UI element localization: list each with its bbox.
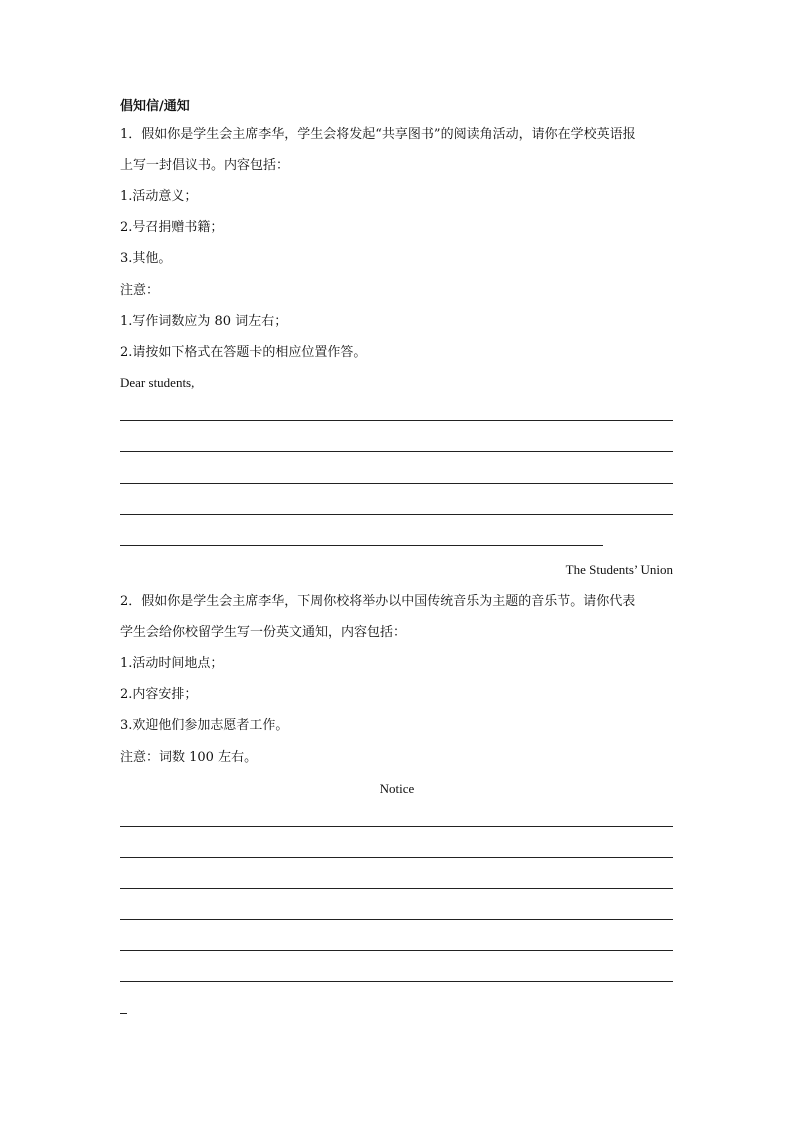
q1-writing-line bbox=[120, 451, 673, 452]
q1-note-1: 1.写作词数应为 80 词左右； bbox=[120, 314, 288, 329]
q2-writing-line bbox=[120, 981, 673, 982]
trailing-dash bbox=[120, 1013, 127, 1014]
q1-prompt-line-2: 上写一封倡议书。内容包括： bbox=[120, 158, 290, 173]
q1-salutation: Dear students, bbox=[120, 375, 195, 390]
q1-writing-line bbox=[120, 420, 673, 421]
q1-note-label: 注意： bbox=[120, 283, 160, 298]
q1-writing-line bbox=[120, 514, 673, 515]
q1-item-1: 1.活动意义； bbox=[120, 189, 198, 204]
q1-writing-line bbox=[120, 545, 603, 546]
q1-item-2: 2.号召捐赠书籍； bbox=[120, 220, 224, 235]
q2-item-3: 3.欢迎他们参加志愿者工作。 bbox=[120, 718, 289, 733]
q2-writing-line bbox=[120, 857, 673, 858]
q2-item-1: 1.活动时间地点； bbox=[120, 656, 224, 671]
q2-writing-line bbox=[120, 888, 673, 889]
q1-note-2: 2.请按如下格式在答题卡的相应位置作答。 bbox=[120, 345, 367, 360]
section-title: 倡知信/通知 bbox=[120, 99, 190, 114]
q2-writing-line bbox=[120, 950, 673, 951]
q1-prompt-line-1: 1．假如你是学生会主席李华，学生会将发起“共享图书”的阅读角活动，请你在学校英语报 bbox=[120, 127, 636, 142]
q2-heading: Notice bbox=[379, 781, 415, 796]
q1-writing-line bbox=[120, 483, 673, 484]
q2-item-2: 2.内容安排； bbox=[120, 687, 198, 702]
q2-writing-line bbox=[120, 826, 673, 827]
q2-prompt-line-1: 2．假如你是学生会主席李华，下周你校将举办以中国传统音乐为主题的音乐节。请你代表 bbox=[120, 594, 636, 609]
q2-note: 注意：词数 100 左右。 bbox=[120, 750, 258, 765]
q1-item-3: 3.其他。 bbox=[120, 251, 172, 266]
q1-signature: The Students’ Union bbox=[565, 562, 673, 577]
q2-writing-line bbox=[120, 919, 673, 920]
q2-prompt-line-2: 学生会给你校留学生写一份英文通知，内容包括： bbox=[120, 625, 407, 640]
